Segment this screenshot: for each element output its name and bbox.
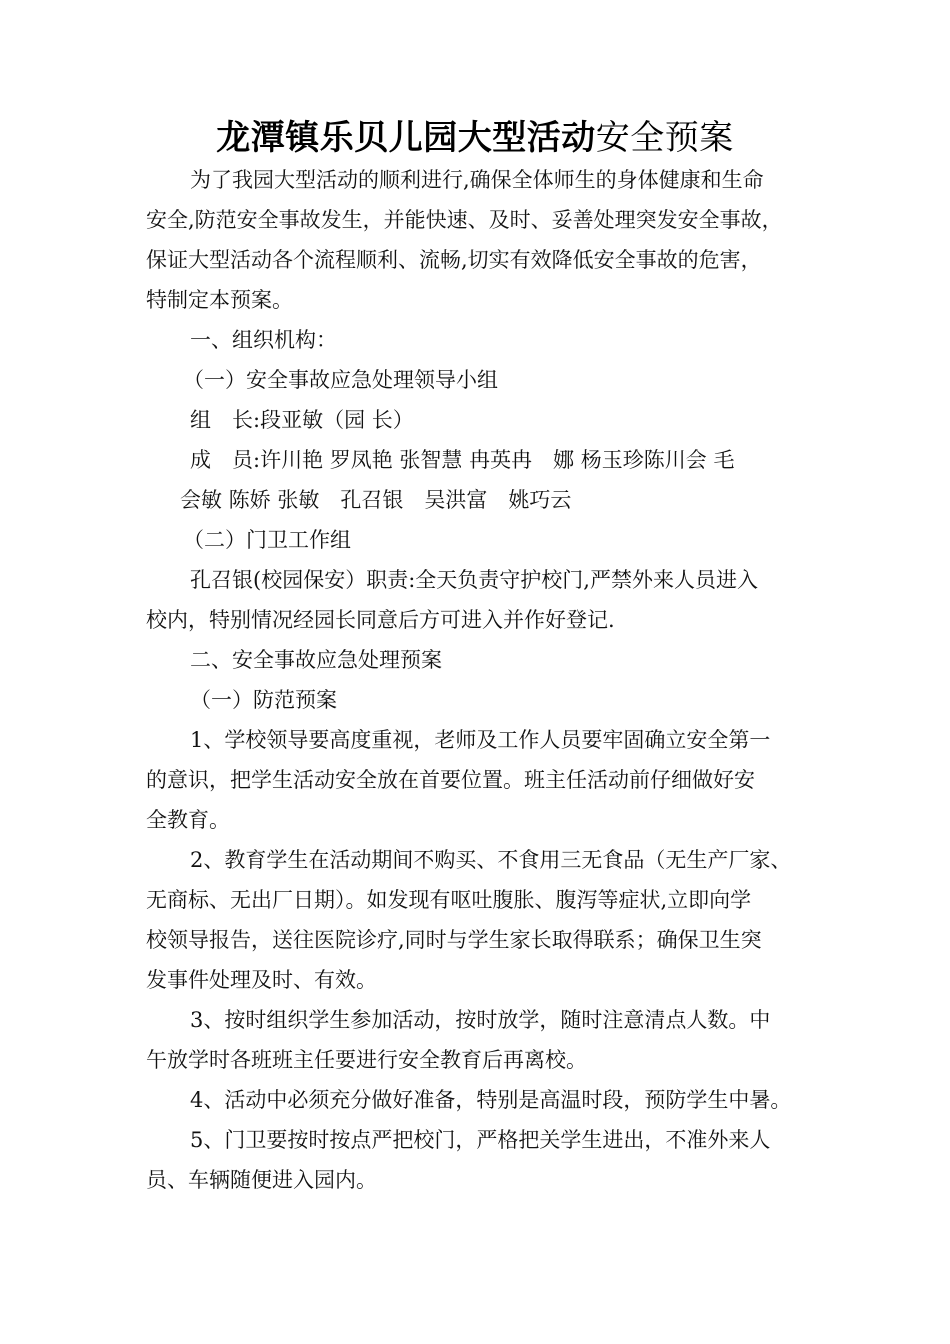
text-line: 组 长:段亚敏（园 长）: [190, 408, 414, 432]
text-line: 校领导报告，送往医院诊疗,同时与学生家长取得联系；确保卫生突: [146, 928, 762, 952]
title-bold-part: 龙潭镇乐贝儿园大型活动: [216, 118, 596, 158]
text-line: 成 员:许川艳 罗凤艳 张智慧 冉英冉 娜 杨玉珍陈川会 毛: [190, 448, 735, 472]
text-line: 3、按时组织学生参加活动，按时放学，随时注意清点人数。中: [190, 1008, 771, 1032]
text-line: 午放学时各班班主任要进行安全教育后再离校。: [146, 1048, 587, 1072]
text-line: 安全,防范安全事故发生，并能快速、及时、妥善处理突发安全事故，: [146, 208, 783, 232]
text-line: 无商标、无出厂日期）。如发现有呕吐腹胀、腹泻等症状,立即向学: [146, 888, 752, 912]
section-heading: 一、组织机构：: [190, 328, 337, 352]
text-line: 4、活动中必须充分做好准备，特别是高温时段，预防学生中暑。: [190, 1088, 792, 1112]
text-line: 员、车辆随便进入园内。: [146, 1168, 377, 1192]
text-line: 校内，特别情况经园长同意后方可进入并作好登记.: [146, 608, 615, 632]
section-heading: 二、安全事故应急处理预案: [190, 648, 442, 672]
subsection-heading: （二）门卫工作组: [183, 528, 351, 552]
text-line: 为了我园大型活动的顺利进行,确保全体师生的身体健康和生命: [190, 168, 764, 192]
text-line: 1、学校领导要高度重视，老师及工作人员要牢固确立安全第一: [190, 728, 771, 752]
text-line: 发事件处理及时、有效。: [146, 968, 377, 992]
subsection-heading: （一）防范预案: [190, 688, 337, 712]
text-line: 全教育。: [146, 808, 230, 832]
title-normal-part: 安全预案: [595, 118, 734, 158]
text-line: 5、门卫要按时按点严把校门，严格把关学生进出，不准外来人: [190, 1128, 771, 1152]
document-title: [0, 116, 950, 160]
subsection-heading: （一）安全事故应急处理领导小组: [183, 368, 498, 392]
text-line: 的意识，把学生活动安全放在首要位置。班主任活动前仔细做好安: [146, 768, 755, 792]
text-line: 2、教育学生在活动期间不购买、不食用三无食品（无生产厂家、: [190, 848, 792, 872]
text-line: 会敏 陈娇 张敏 孔召银 吴洪富 姚巧云: [180, 488, 572, 512]
text-line: 保证大型活动各个流程顺利、流畅,切实有效降低安全事故的危害，: [146, 248, 762, 272]
text-line: 孔召银(校园保安）职责:全天负责守护校门,严禁外来人员进入: [190, 568, 758, 592]
text-line: 特制定本预案。: [146, 288, 293, 312]
